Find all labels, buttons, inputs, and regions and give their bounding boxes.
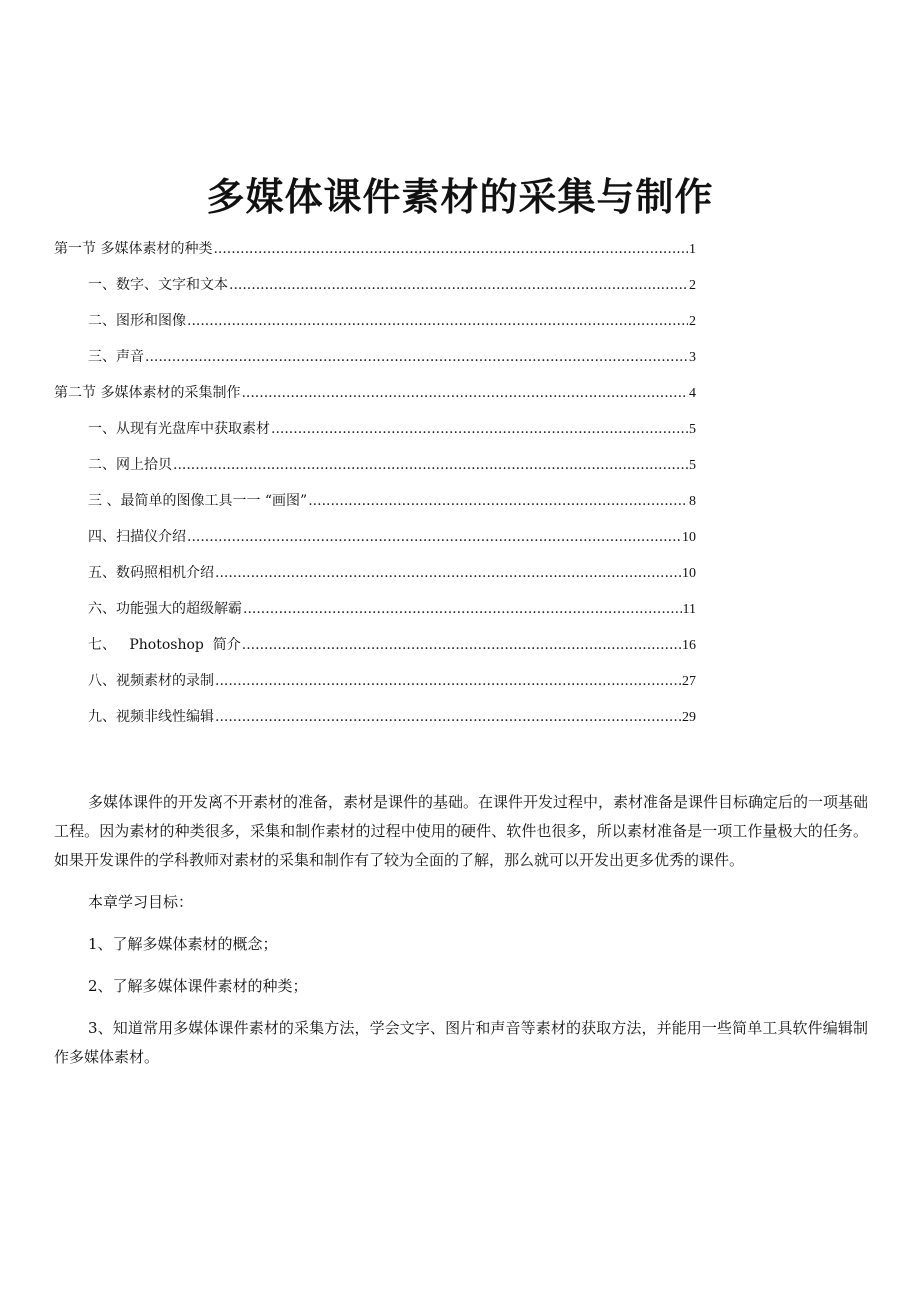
toc-dot-leader: [243, 598, 682, 620]
goal-item: 3、知道常用多媒体课件素材的采集方法，学会文字、图片和声音等素材的获取方法，并能用一些简单工具软件编辑制作多媒体素材。: [54, 1019, 868, 1066]
toc-entry-page: 3: [689, 350, 696, 365]
goals-heading: 本章学习目标：: [88, 893, 194, 911]
toc-entry-page: 29: [682, 710, 696, 725]
toc-dot-leader: [187, 526, 681, 548]
toc-dot-leader: [215, 670, 681, 692]
toc-entry[interactable]: [54, 490, 696, 526]
toc-entry[interactable]: [54, 238, 696, 274]
goal-item: 2、了解多媒体课件素材的种类；: [88, 977, 308, 995]
toc-dot-leader: [241, 382, 688, 404]
toc-dot-leader: [215, 706, 681, 728]
goal-item: 1、了解多媒体素材的概念；: [88, 935, 278, 953]
toc-entry[interactable]: [54, 634, 696, 670]
toc-entry-page: 1: [689, 242, 696, 257]
toc-entry-label: 八、视频素材的录制: [88, 673, 214, 689]
toc-entry[interactable]: [54, 526, 696, 562]
toc-entry-page: 5: [689, 458, 696, 473]
toc-entry-page: 2: [689, 314, 696, 329]
document-title: 多媒体课件素材的采集与制作: [206, 175, 714, 220]
toc-entry-page: 2: [689, 278, 696, 293]
toc-entry[interactable]: [54, 418, 696, 454]
toc-entry-label: 二、网上拾贝: [88, 457, 172, 473]
intro-paragraph: 多媒体课件的开发离不开素材的准备，素材是课件的基础。在课件开发过程中，素材准备是课件目标确定后的一项基础工程。因为素材的种类很多，采集和制作素材的过程中使用的硬件、软件也很多，所以素材准备是一项工作量极大的任务。如果开发课件的学科教师对素材的采集和制作有了较为全面的了解，那么就可以开发出更多优秀的课件。: [54, 793, 869, 869]
toc-entry-label: 三、声音: [88, 349, 144, 365]
toc-entry[interactable]: [54, 346, 696, 382]
toc-dot-leader: [271, 418, 688, 440]
toc-entry-label: 三 、最简单的图像工具一一 “画图”: [88, 493, 308, 509]
toc-entry[interactable]: [54, 706, 696, 742]
toc-dot-leader: [308, 490, 688, 512]
toc-entry-label: 一、从现有光盘库中获取素材: [88, 421, 270, 437]
chapter-body: [54, 788, 868, 1072]
toc-entry-page: 16: [682, 638, 696, 653]
toc-entry-label: 第二节 多媒体素材的采集制作: [54, 385, 241, 401]
toc-entry[interactable]: [54, 274, 696, 310]
toc-entry-label: 九、视频非线性编辑: [88, 709, 214, 725]
toc-entry[interactable]: [54, 670, 696, 706]
toc-entry-label: 四、扫描仪介绍: [88, 529, 186, 545]
toc-entry-label: 第一节 多媒体素材的种类: [54, 241, 213, 257]
toc-dot-leader: [229, 274, 688, 296]
toc-entry-page: 10: [682, 530, 696, 545]
toc-entry-label: 六、功能强大的超级解霸: [88, 601, 242, 617]
toc-entry-label: 一、数字、文字和文本: [88, 277, 228, 293]
table-of-contents: [54, 238, 696, 742]
toc-entry-page: 11: [682, 602, 696, 617]
toc-dot-leader: [187, 310, 688, 332]
toc-entry-page: 5: [689, 422, 696, 437]
toc-entry[interactable]: [54, 562, 696, 598]
toc-entry[interactable]: [54, 598, 696, 634]
toc-entry-page: 27: [682, 674, 696, 689]
toc-entry-label: 七、 Photoshop 简介: [88, 637, 241, 653]
toc-entry-page: 4: [689, 386, 696, 401]
toc-dot-leader: [173, 454, 688, 476]
toc-entry[interactable]: [54, 454, 696, 490]
toc-entry-page: 10: [682, 566, 696, 581]
toc-entry-label: 五、数码照相机介绍: [88, 565, 214, 581]
toc-entry[interactable]: [54, 310, 696, 346]
toc-entry[interactable]: [54, 382, 696, 418]
toc-dot-leader: [242, 634, 681, 656]
toc-dot-leader: [145, 346, 688, 368]
toc-dot-leader: [213, 238, 688, 260]
toc-dot-leader: [215, 562, 681, 584]
toc-entry-label: 二、图形和图像: [88, 313, 186, 329]
toc-entry-page: 8: [689, 494, 696, 509]
